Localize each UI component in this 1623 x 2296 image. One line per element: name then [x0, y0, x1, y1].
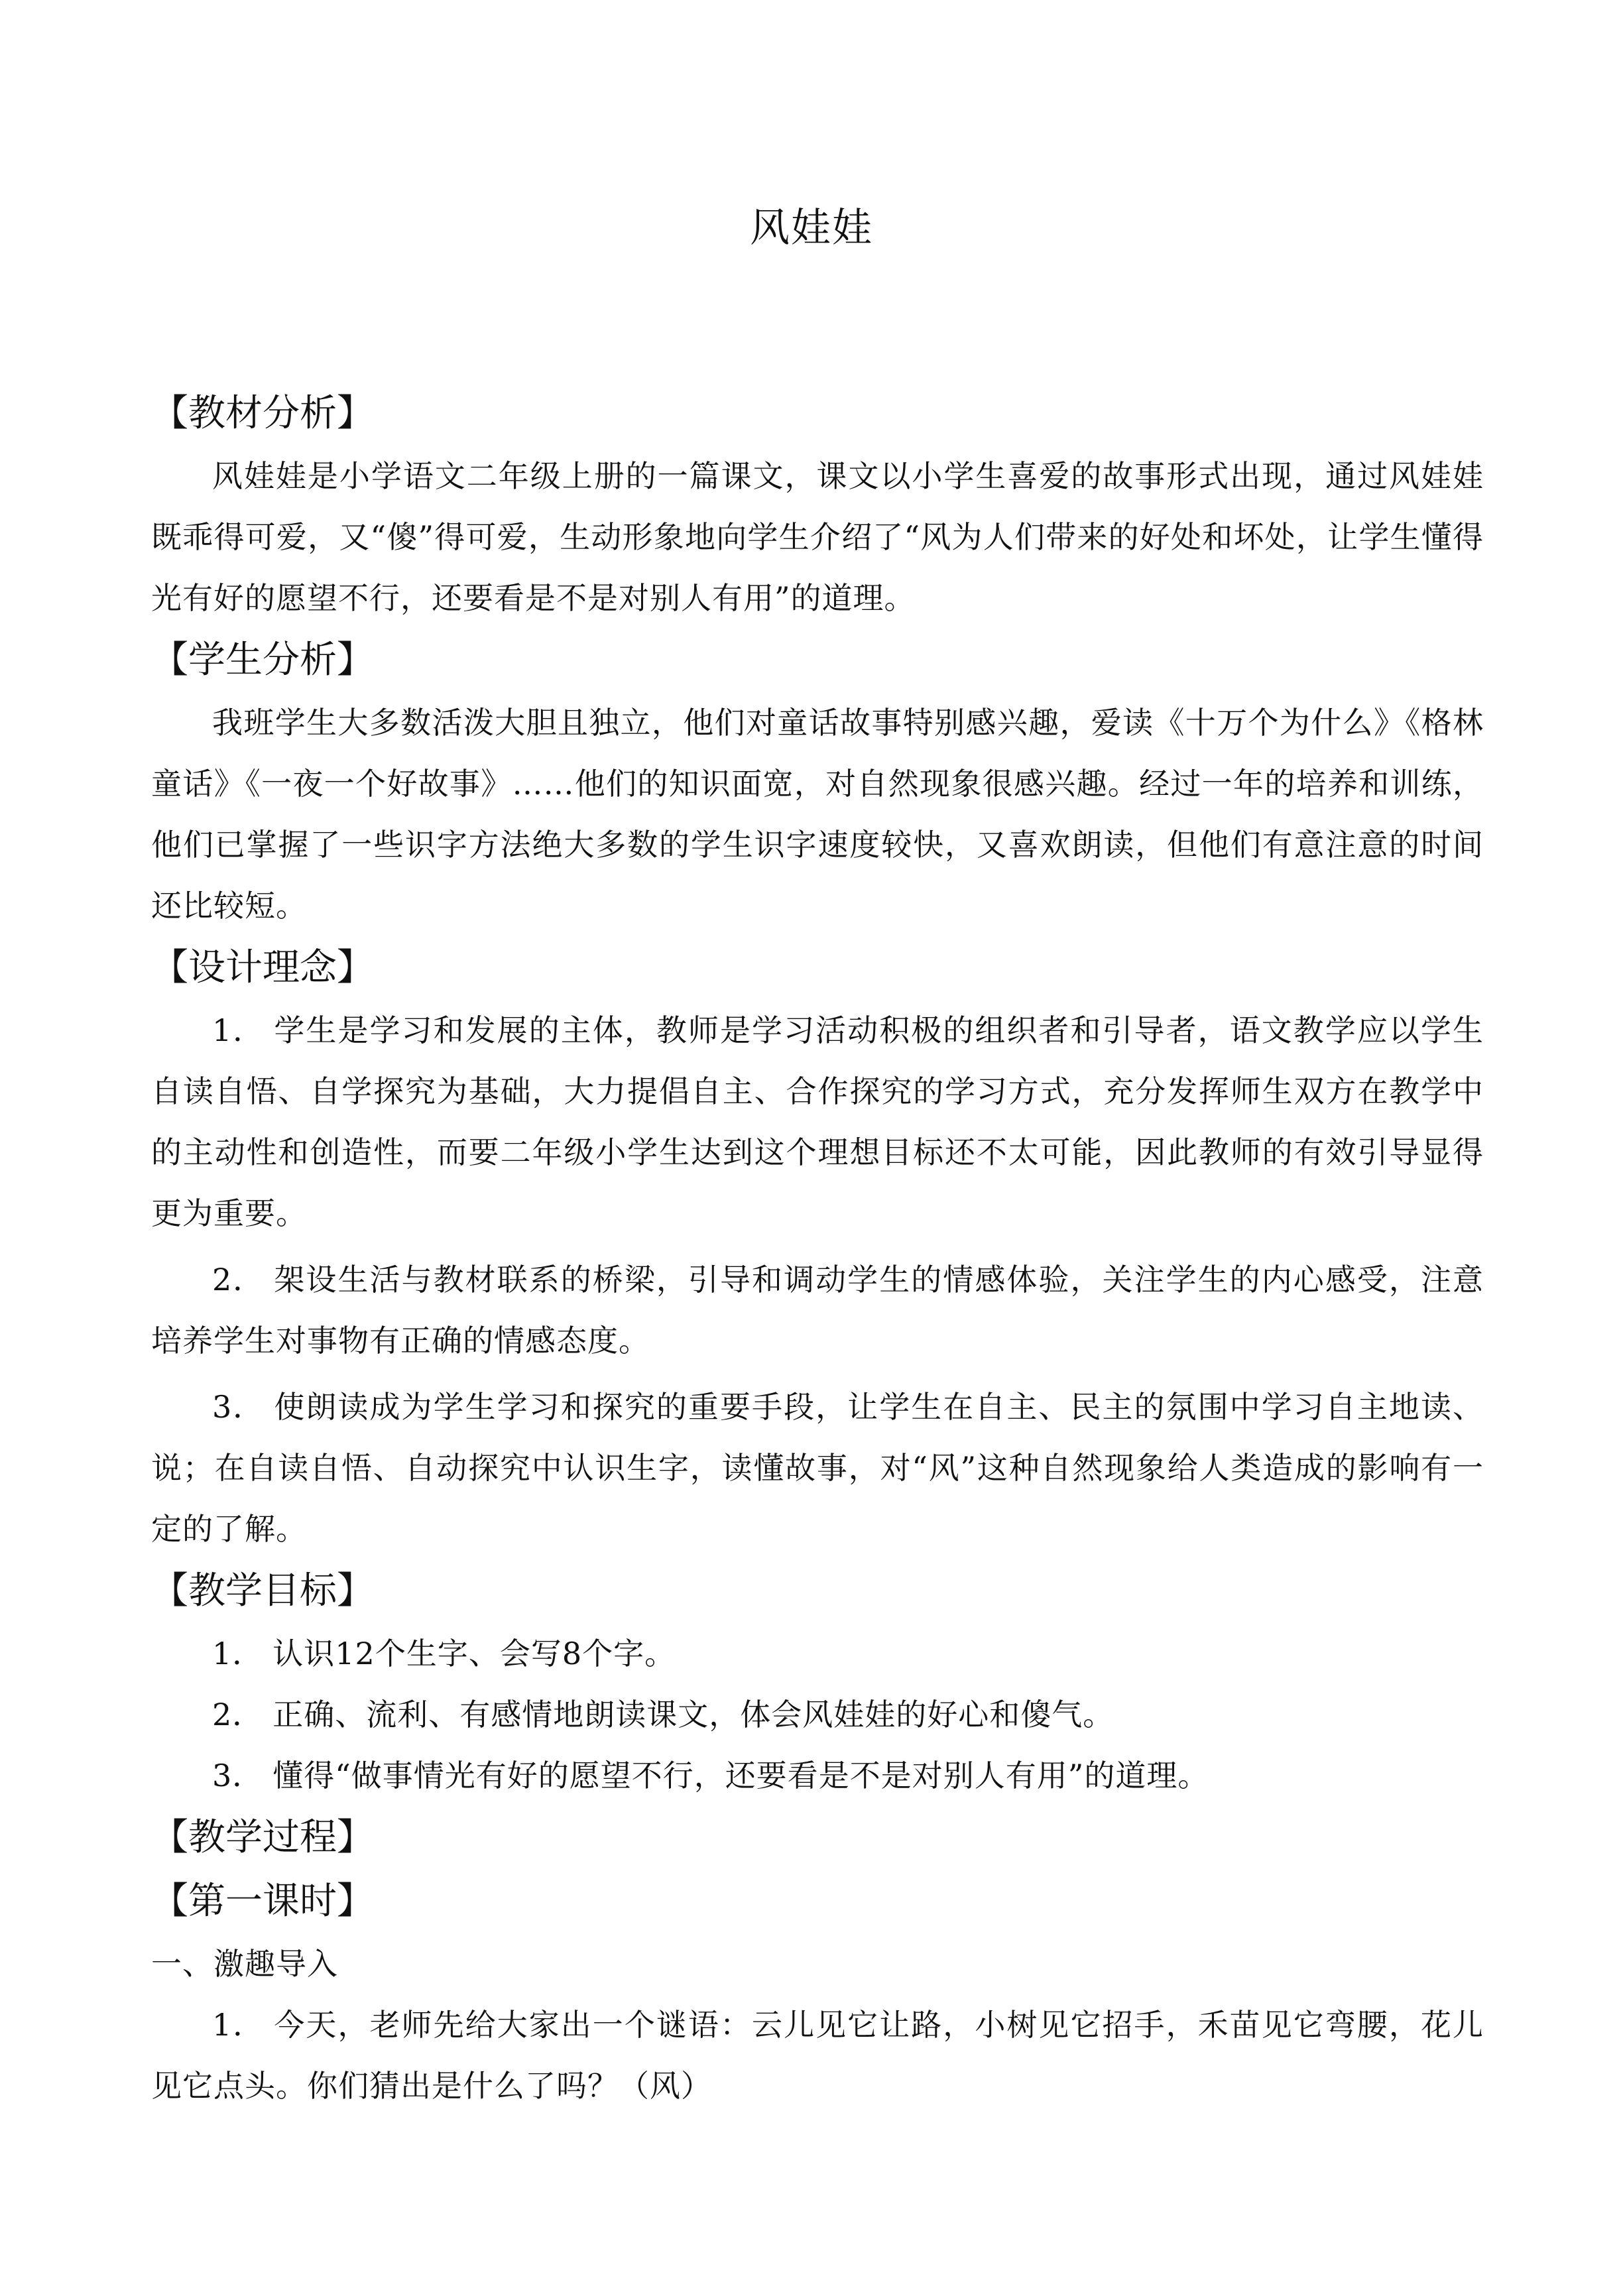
item-text: 架设生活与教材联系的桥梁，引导和调动学生的情感体验，关注学生的内心感受，注意培养学生对事物有正确的情感态度。	[151, 1262, 1484, 1359]
item-text: 今天，老师先给大家出一个谜语：云儿见它让路，小树见它招手，禾苗见它弯腰，花儿见它点头。你们猜出是什么了吗？（风）	[151, 2007, 1484, 2104]
item-number: 3．	[212, 1389, 265, 1425]
heading-design-concept: 【设计理念】	[151, 946, 374, 989]
subheading-intro: 一、激趣导入	[151, 1946, 338, 1982]
item-text: 懂得“做事情光有好的愿望不行，还要看是不是对别人有用”的道理。	[272, 1758, 1209, 1793]
concept-item-1	[151, 1000, 1484, 1244]
heading-teaching-process: 【教学过程】	[151, 1816, 374, 1859]
heading-first-lesson: 【第一课时】	[151, 1880, 374, 1923]
page-title: 风娃娃	[750, 205, 873, 251]
item-number: 2．	[212, 1262, 265, 1298]
item-number: 1．	[212, 1012, 265, 1048]
goal-item-1	[151, 1623, 1484, 1684]
item-text: 正确、流利、有感情地朗读课文，体会风娃娃的好心和傻气。	[272, 1697, 1114, 1732]
item-number: 2．	[212, 1697, 264, 1732]
concept-item-3	[151, 1376, 1484, 1559]
item-text: 使朗读成为学生学习和探究的重要手段，让学生在自主、民主的氛围中学习自主地读、说；在自读自悟、自动探究中认识生字，读懂故事，对“风”这种自然现象给人类造成的影响有一定的了解。	[151, 1389, 1484, 1547]
heading-student-analysis: 【学生分析】	[151, 638, 374, 682]
document-body	[151, 382, 1484, 2116]
item-text: 学生是学习和发展的主体，教师是学习活动积极的组织者和引导者，语文教学应以学生自读自悟、自学探究为基础，大力提倡自主、合作探究的学习方式，充分发挥师生双方在教学中的主动性和创造性，而要二年级小学生达到这个理想目标还不太可能，因此教师的有效引导显得更为重要。	[151, 1012, 1484, 1231]
paragraph-student-analysis: 我班学生大多数活泼大胆且独立，他们对童话故事特别感兴趣，爱读《十万个为什么》《格林童话》《一夜一个好故事》……他们的知识面宽，对自然现象很感兴趣。经过一年的培养和训练，他们已掌握了一些识字方法绝大多数的学生识字速度较快，又喜欢朗读，但他们有意注意的时间还比较短。	[151, 705, 1484, 924]
heading-teaching-goals: 【教学目标】	[151, 1569, 374, 1612]
paragraph-textbook-analysis: 风娃娃是小学语文二年级上册的一篇课文，课文以小学生喜爱的故事形式出现，通过风娃娃既乖得可爱，又“傻”得可爱，生动形象地向学生介绍了“风为人们带来的好处和坏处，让学生懂得光有好的愿望不行，还要看是不是对别人有用”的道理。	[151, 458, 1484, 616]
goal-item-3	[151, 1745, 1484, 1806]
item-number: 1．	[212, 1636, 264, 1671]
concept-item-2	[151, 1249, 1484, 1371]
item-number: 3．	[212, 1758, 264, 1793]
item-number: 1．	[212, 2007, 265, 2043]
heading-textbook-analysis: 【教材分析】	[151, 392, 374, 435]
goal-item-2	[151, 1684, 1484, 1745]
item-text: 认识12个生字、会写8个字。	[272, 1636, 676, 1671]
lesson-item-1	[151, 1994, 1484, 2116]
